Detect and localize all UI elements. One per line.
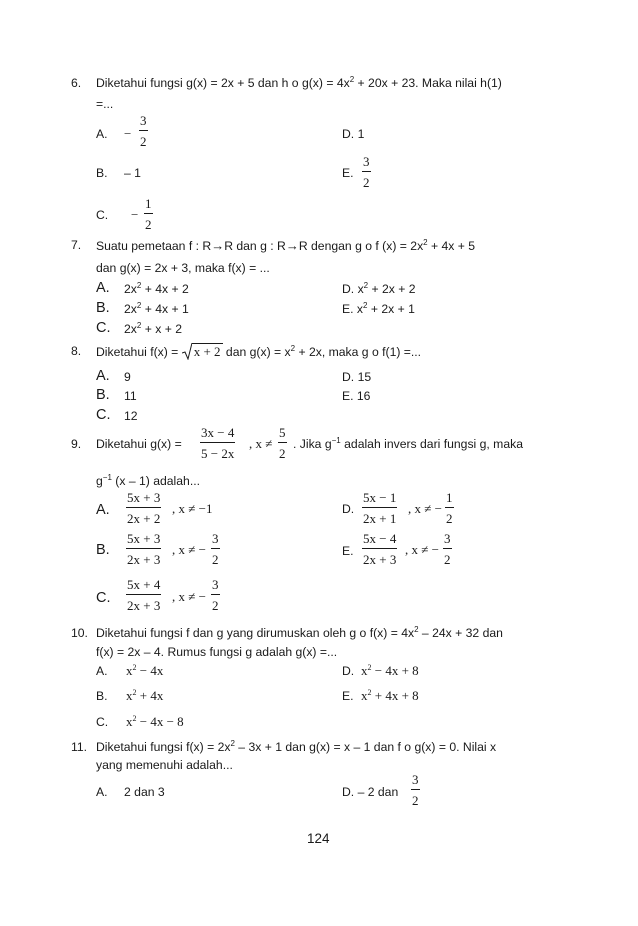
question-text	[96, 741, 496, 753]
option-d[interactable]	[342, 283, 416, 295]
option-label: B.	[96, 387, 110, 403]
question-text	[96, 343, 421, 360]
option-value	[126, 715, 184, 728]
denominator: 2x + 3	[363, 552, 397, 567]
option-e[interactable]	[342, 303, 415, 315]
option-label: A.	[96, 664, 108, 678]
exponent: 2	[132, 714, 137, 723]
option-value: 11	[124, 389, 137, 403]
option-value: 9	[124, 370, 131, 384]
numerator: 1	[145, 196, 152, 211]
question-text-part: Diketahui fungsi f(x) = 2x	[96, 740, 231, 754]
question-text-part: – 24x + 32 dan	[418, 626, 503, 640]
question-text	[96, 627, 503, 639]
question-text-part: + 4x + 5	[427, 239, 476, 253]
denominator: 2	[363, 175, 370, 190]
denominator: 2	[446, 511, 453, 526]
option-value-part: + 2x + 2	[368, 282, 416, 296]
question-text-part: (x – 1) adalah...	[111, 474, 200, 488]
exponent: 2	[367, 688, 372, 697]
exponent: −1	[102, 473, 112, 482]
question-text	[96, 239, 475, 252]
option-value-part: x	[361, 688, 368, 703]
numerator: 3	[412, 772, 419, 787]
denominator: 2x + 3	[127, 552, 161, 567]
option-value-part: 2x	[124, 302, 137, 316]
option-value-part: x	[126, 663, 133, 678]
fraction	[278, 426, 287, 460]
question-text: Diketahui g(x) =	[96, 437, 182, 451]
question-number: 7.	[71, 238, 82, 252]
option-value-part: x	[126, 714, 133, 729]
denominator: 2	[412, 793, 419, 808]
fraction	[139, 114, 148, 148]
exponent: 2	[136, 281, 142, 290]
option-label: B.	[96, 300, 110, 316]
denominator: 2	[140, 134, 147, 149]
fraction-bar	[200, 442, 235, 443]
option-value-part: + 4x + 8	[371, 688, 419, 703]
page-number: 124	[307, 831, 330, 846]
exponent: 2	[136, 321, 142, 330]
question-number: 11.	[71, 740, 88, 754]
fraction-bar	[144, 213, 153, 214]
numerator: 3	[140, 113, 147, 128]
question-text-part: dan g(x) = x	[222, 345, 291, 359]
exponent: 2	[363, 281, 369, 290]
question-text-part: . Jika g	[293, 437, 332, 451]
option-value-part: + x + 2	[141, 322, 182, 336]
minus-sign: −	[124, 126, 132, 141]
question-text-line2: f(x) = 2x – 4. Rumus fungsi g adalah g(x) =...	[96, 645, 338, 659]
question-number: 10.	[71, 626, 88, 640]
minus-sign: −	[131, 207, 139, 222]
option-value-part: + 4x + 2	[141, 282, 189, 296]
option-label: E.	[342, 544, 354, 558]
fraction-bar	[211, 594, 220, 595]
option-value	[361, 689, 419, 702]
option-value-part: − 4x + 8	[371, 663, 419, 678]
option-value-part: − 4x	[136, 663, 164, 678]
fraction	[126, 532, 161, 566]
option-value-part: E. x	[342, 302, 363, 316]
option-label: C.	[96, 208, 109, 222]
fraction	[445, 491, 454, 525]
exponent: 2	[136, 301, 142, 310]
condition: , x ≠	[249, 436, 273, 451]
option-label: C.	[96, 407, 111, 423]
fraction	[362, 155, 371, 189]
option-label: D. – 2 dan	[342, 785, 399, 799]
option-label: E.	[342, 166, 354, 180]
fraction-bar	[362, 171, 371, 172]
option-value-part: − 4x − 8	[136, 714, 184, 729]
numerator: 3	[444, 531, 451, 546]
fraction	[362, 491, 397, 525]
option-value: 12	[124, 409, 138, 423]
option-label: B.	[96, 166, 108, 180]
condition: , x ≠ −	[172, 542, 206, 557]
numerator: 1	[446, 490, 453, 505]
option-label: B.	[96, 689, 108, 703]
condition: , x ≠ −	[408, 501, 442, 516]
fraction	[443, 532, 452, 566]
exponent: 2	[367, 663, 372, 672]
question-text-part: g	[96, 474, 103, 488]
question-text-line2: yang memenuhi adalah...	[96, 758, 233, 772]
fraction-bar	[211, 548, 220, 549]
fraction	[362, 532, 397, 566]
fraction-bar	[126, 548, 161, 549]
option-label: B.	[96, 542, 110, 558]
option-value-part: 2x	[124, 282, 137, 296]
question-text-line2: dan g(x) = 2x + 3, maka f(x) = ...	[96, 261, 270, 275]
denominator: 2	[444, 552, 451, 567]
option-e[interactable]: E. 16	[342, 389, 371, 403]
fraction-bar	[411, 789, 420, 790]
option-value	[126, 689, 163, 702]
option-label: A.	[96, 368, 110, 384]
option-label: E.	[342, 689, 354, 703]
square-root	[182, 343, 223, 360]
fraction	[200, 426, 235, 460]
option-label: A.	[96, 127, 108, 141]
option-label: A.	[96, 785, 108, 799]
exponent: 2	[423, 238, 428, 247]
question-text-part: R dan g : R	[224, 239, 286, 253]
exponent: 2	[349, 75, 355, 84]
denominator: 5 − 2x	[201, 446, 235, 461]
fraction-bar	[278, 442, 287, 443]
option-value	[124, 303, 189, 315]
question-text-part: Diketahui fungsi g(x) = 2x + 5 dan h o g(x) = 4x	[96, 76, 350, 90]
exponent: 2	[414, 625, 419, 634]
option-label: D.	[342, 502, 355, 516]
numerator: 5x + 4	[127, 577, 161, 592]
option-label: A.	[96, 280, 110, 296]
question-text-line2: =...	[96, 97, 114, 111]
fraction-bar	[445, 507, 454, 508]
question-text-part: adalah invers dari fungsi g, maka	[340, 437, 523, 451]
option-label: A.	[96, 502, 110, 518]
numerator: 3x − 4	[201, 425, 235, 440]
option-value	[126, 664, 163, 677]
exponent: 2	[132, 663, 137, 672]
condition: , x ≠ −1	[172, 501, 213, 516]
question-text-part: R dengan g o f (x) = 2x	[298, 239, 424, 253]
option-d[interactable]: D. 1	[342, 127, 365, 141]
denominator: 2	[212, 552, 219, 567]
option-value-part: x	[361, 663, 368, 678]
denominator: 2	[279, 446, 286, 461]
fraction-bar	[443, 548, 452, 549]
fraction	[211, 578, 220, 612]
question-text-part: Diketahui fungsi f dan g yang dirumuskan oleh g o f(x) = 4x	[96, 626, 415, 640]
condition: , x ≠ −	[172, 589, 206, 604]
question-text	[96, 77, 502, 89]
exponent: 2	[290, 344, 296, 353]
option-value-part: + 4x + 1	[141, 302, 189, 316]
fraction-bar	[139, 130, 148, 131]
numerator: 5x − 4	[363, 531, 397, 546]
option-value	[361, 664, 419, 677]
fraction	[126, 491, 161, 525]
denominator: 2x + 2	[127, 511, 161, 526]
fraction	[144, 197, 153, 231]
exponent: 2	[363, 301, 368, 310]
numerator: 5x + 3	[127, 531, 161, 546]
exponent: −1	[331, 436, 341, 445]
denominator: 2	[212, 598, 219, 613]
question-text-part: Diketahui f(x) =	[96, 345, 182, 359]
radicand: x + 2	[193, 344, 221, 359]
option-value-part: + 2x + 1	[367, 302, 415, 316]
question-text-part: Suatu pemetaan f : R	[96, 239, 212, 253]
option-value: – 1	[124, 166, 141, 180]
question-text-part: + 2x, maka g o f(1) =...	[295, 345, 422, 359]
denominator: 2x + 3	[127, 598, 161, 613]
question-number: 9.	[71, 437, 82, 451]
option-label: C.	[96, 715, 109, 729]
denominator: 2x + 1	[363, 511, 397, 526]
arrow-icon: →	[211, 238, 225, 253]
fraction-bar	[126, 594, 161, 595]
option-value: 2 dan 3	[124, 785, 165, 799]
fraction	[126, 578, 161, 612]
question-text	[293, 438, 523, 450]
condition: , x ≠ −	[405, 542, 439, 557]
option-value-part: D. x	[342, 282, 364, 296]
numerator: 5	[279, 425, 286, 440]
fraction-bar	[126, 507, 161, 508]
question-text-part: + 20x + 23. Maka nilai h(1)	[354, 76, 502, 90]
arrow-icon: →	[285, 238, 299, 253]
option-d[interactable]: D. 15	[342, 370, 372, 384]
fraction-bar	[362, 507, 397, 508]
fraction	[411, 773, 420, 807]
radical-icon	[182, 343, 192, 360]
exponent: 2	[230, 739, 235, 748]
numerator: 3	[363, 154, 370, 169]
fraction-bar	[362, 548, 397, 549]
option-label: C.	[96, 320, 111, 336]
option-value-part: 2x	[124, 322, 137, 336]
exponent: 2	[132, 688, 137, 697]
option-value-part: + 4x	[136, 688, 164, 703]
option-label: D.	[342, 664, 355, 678]
question-number: 6.	[71, 76, 82, 90]
numerator: 5x − 1	[363, 490, 397, 505]
fraction	[211, 532, 220, 566]
numerator: 3	[212, 531, 219, 546]
question-number: 8.	[71, 344, 82, 358]
numerator: 5x + 3	[127, 490, 161, 505]
option-value	[124, 323, 182, 335]
option-label: C.	[96, 590, 111, 606]
option-value-part: x	[126, 688, 133, 703]
denominator: 2	[145, 217, 152, 232]
option-value	[124, 283, 189, 295]
question-text-part: – 3x + 1 dan g(x) = x – 1 dan f o g(x) = 0. Nilai x	[234, 740, 497, 754]
question-text-line2	[96, 475, 200, 487]
numerator: 3	[212, 577, 219, 592]
